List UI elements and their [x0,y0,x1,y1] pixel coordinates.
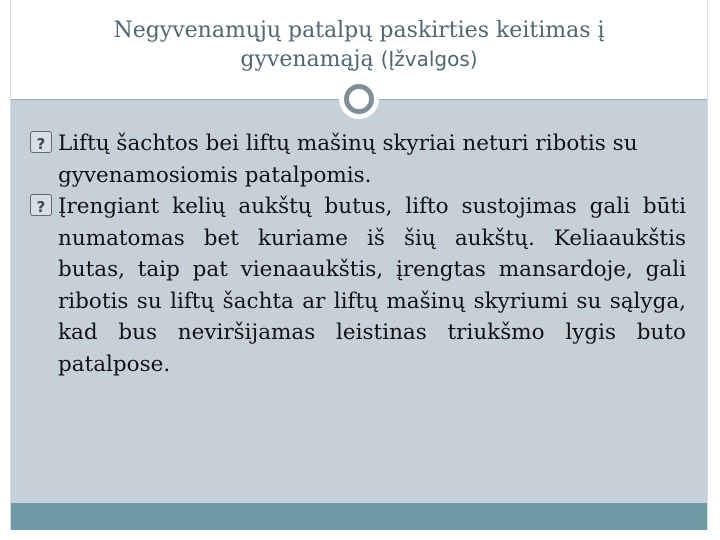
slide-title [11,16,707,74]
title-line-2 [240,47,477,72]
title-line-1: Negyvenamųjų patalpų paskirties keitimas į [113,18,605,43]
circle-ornament-icon [339,79,379,119]
circle-ring [344,84,374,114]
title-line-2-main: gyvenamąją [240,47,381,72]
bullet-item-2 [30,191,686,380]
bullet-text-2: Įrengiant kelių aukštų butus, lifto sustojimas gali būti numatomas bet kuriame iš šių aukštų. Keliaaukštis butas, taip pat vienaaukštis, įrengtas mansardoje, gali ribotis su liftų šachta ar liftų mašinų skyriumi su sąlyga, kad bus neviršijamas leistinas triukšmo lygis buto patalpose. [58,194,686,377]
bullet-item-1 [30,128,686,191]
footer-bar [11,503,707,530]
unknown-glyph-bullet-icon [30,131,52,153]
bullet-text-1: Liftų šachtos bei liftų mašinų skyriai neturi ribotis su gyvenamosiomis patalpomis. [58,131,638,188]
title-line-2-suffix: (Įžvalgos) [380,47,478,71]
unknown-glyph-bullet-icon [30,194,52,216]
slide-body [30,128,686,380]
